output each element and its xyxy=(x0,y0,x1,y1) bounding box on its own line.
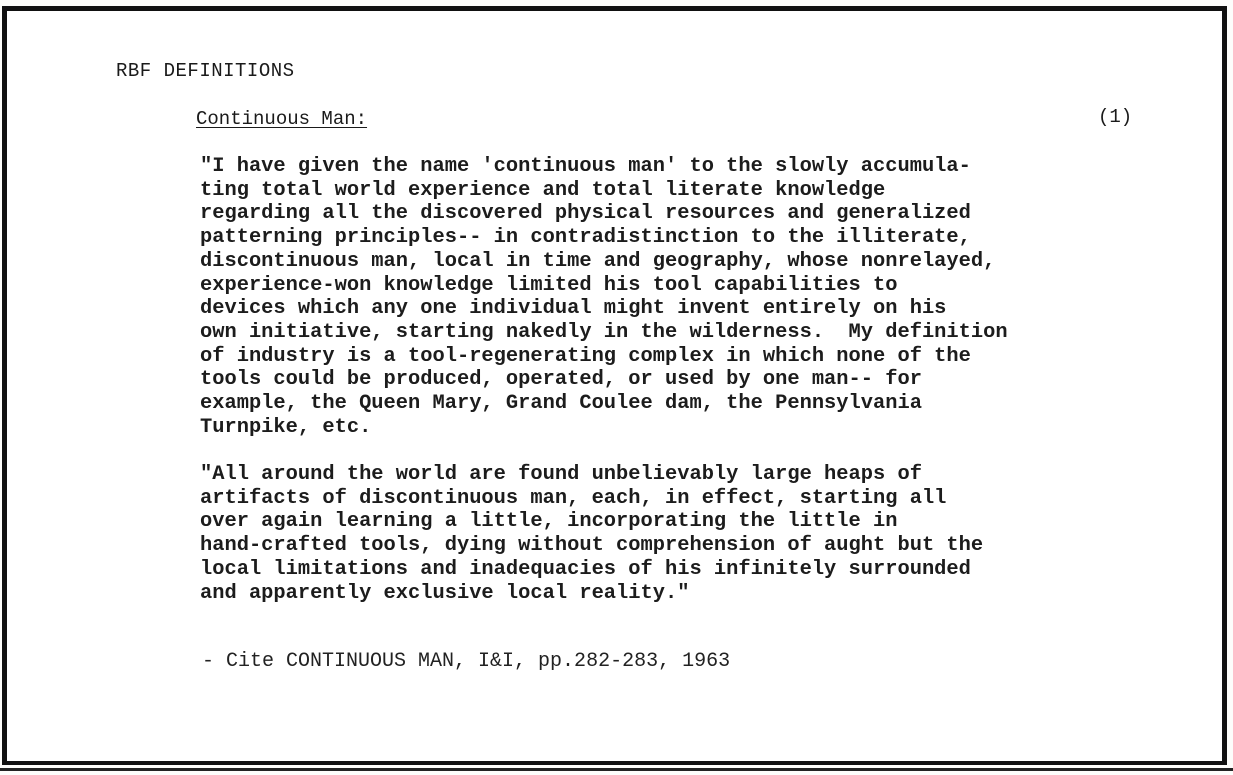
quote-paragraph-2 xyxy=(200,463,983,605)
text-line: artifacts of discontinuous man, each, in effect, starting all xyxy=(200,486,947,510)
text-line: tools could be produced, operated, or used by one man-- for xyxy=(200,368,922,392)
entry-title: Continuous Man: xyxy=(196,108,368,130)
quote-paragraph-1 xyxy=(200,155,1008,439)
bottom-rule xyxy=(0,768,1233,771)
text-line: hand-crafted tools, dying without comprehension of aught but the xyxy=(200,534,984,558)
text-line: of industry is a tool-regenerating complex in which none of the xyxy=(200,344,971,368)
text-line: Turnpike, etc. xyxy=(200,415,372,439)
text-line: "I have given the name 'continuous man' to the slowly accumula- xyxy=(200,155,971,178)
text-line: "All around the world are found unbelievably large heaps of xyxy=(200,463,922,486)
text-line: discontinuous man, local in time and geography, whose nonrelayed, xyxy=(200,249,996,273)
text-line: regarding all the discovered physical resources and generalized xyxy=(200,202,971,226)
text-line: over again learning a little, incorporating the little in xyxy=(200,510,898,534)
citation: - Cite CONTINUOUS MAN, I&I, pp.282-283, 1963 xyxy=(202,650,731,673)
document-header: RBF DEFINITIONS xyxy=(116,60,295,82)
text-line: experience-won knowledge limited his tool capabilities to xyxy=(200,273,898,297)
entry-number: (1) xyxy=(1098,106,1133,128)
text-line: local limitations and inadequacies of his infinitely surrounded xyxy=(200,557,971,581)
text-line: devices which any one individual might invent entirely on his xyxy=(200,297,947,321)
text-line: ting total world experience and total literate knowledge xyxy=(200,178,886,202)
text-line: and apparently exclusive local reality." xyxy=(200,581,690,605)
text-line: example, the Queen Mary, Grand Coulee dam, the Pennsylvania xyxy=(200,392,922,416)
text-line: own initiative, starting nakedly in the wilderness. My definition xyxy=(200,320,1008,344)
text-line: patterning principles-- in contradistinction to the illiterate, xyxy=(200,226,971,250)
